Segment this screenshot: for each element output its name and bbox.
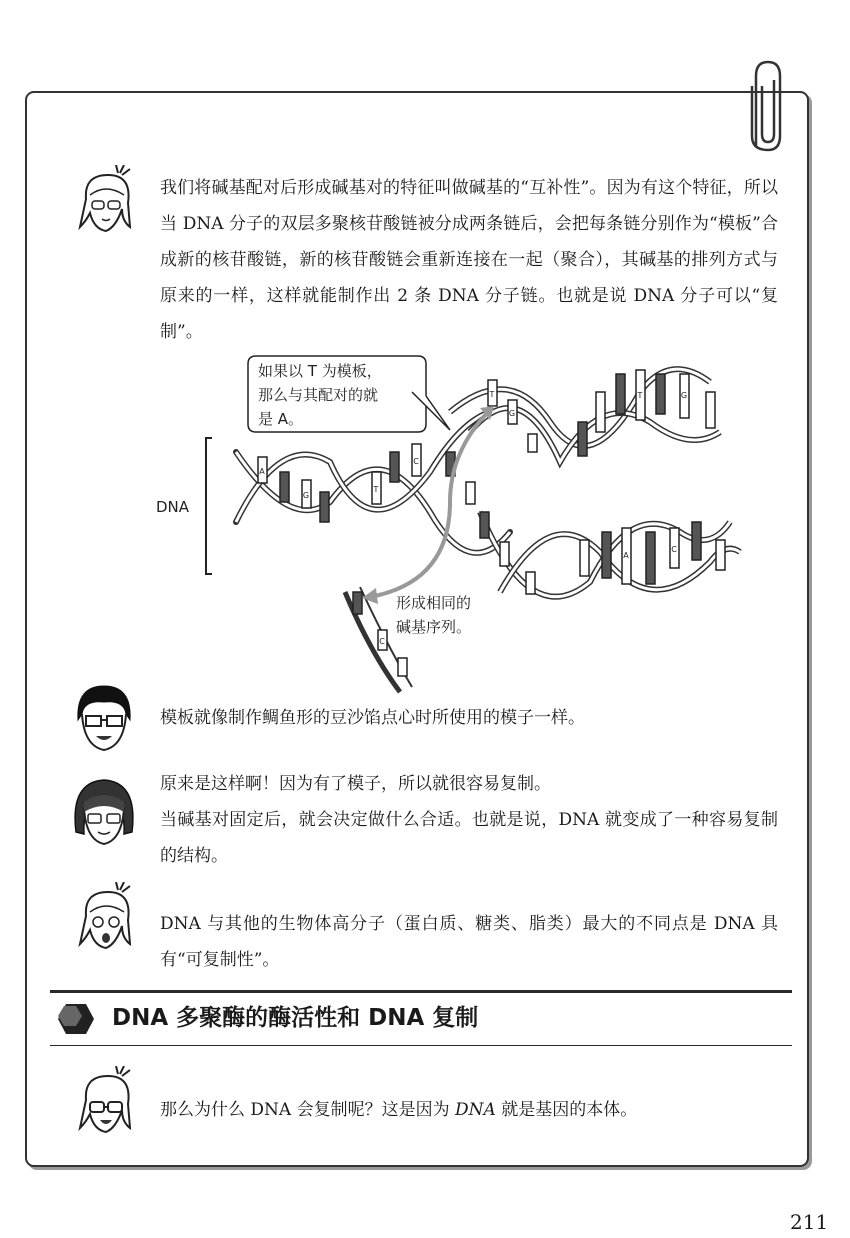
paragraph-easy-copy-1: 原来是这样啊！因为有了模子，所以就很容易复制。 [160,774,551,794]
base-letter: G [508,409,516,418]
hexagon-bullet-icon [56,1002,96,1036]
girl-avatar [72,1066,140,1146]
girl-avatar [72,165,140,245]
paragraph-template-analogy: 模板就像制作鲷鱼形的豆沙馅点心时所使用的模子一样。 [160,708,585,728]
note-line-2: 碱基序列。 [396,618,472,636]
callout-line-2: 那么与其配对的就 [258,386,379,404]
girl-dark-hair-avatar [70,772,138,852]
base-letter: G [680,391,688,400]
base-letter: T [637,391,643,400]
page-number: 211 [790,1210,829,1234]
paragraph-easy-copy-2: 当碱基对固定后，就会决定做什么合适。也就是说，DNA 就变成了一种容易复制的结构。 [160,810,778,866]
base-letter: T [373,485,379,494]
callout-line-3: 是 A。 [258,410,304,428]
paragraph-gene-body-em: DNA [455,1100,496,1120]
dna-replication-diagram [150,352,750,697]
section-title: DNA 多聚酶的酶活性和 DNA 复制 [112,1005,479,1031]
callout-line-1: 如果以 T 为模板， [258,362,382,380]
girl-avatar [72,882,140,962]
paragraph-gene-body-start: 那么为什么 DNA 会复制呢？这是因为 [160,1100,455,1120]
base-letter: C [413,457,419,466]
paragraph-gene-body-end: 就是基因的本体。 [495,1100,638,1120]
base-letter: A [623,551,629,560]
paragraph-complementarity: 我们将碱基配对后形成碱基对的特征叫做碱基的“互补性”。因为有这个特征，所以当 DNA 分子的双层多聚核苷酸链被分成两条链后，会把每条链分别作为“模板”合成新的核苷酸链，新的核苷酸链会重新连接在一起（聚合），其碱基的排列方式与原来的一样，这样就能制作出 2 条 DNA 分子链。也就是说 DNA 分子可以“复制”。 [160,178,778,342]
callout-box [248,356,450,432]
dna-bracket [206,438,212,574]
base-letter: T [489,390,495,399]
paragraph-replicability: DNA 与其他的生物体高分子（蛋白质、糖类、脂类）最大的不同点是 DNA 具有“可复制性”。 [160,914,778,970]
dna-label: DNA [156,498,190,516]
boy-avatar [70,680,138,760]
note-line-1: 形成相同的 [396,594,472,612]
base-letter: C [671,545,677,554]
base-letter: C [379,637,385,646]
paperclip-icon [738,56,788,156]
paragraph-gene-body [160,1092,778,1128]
base-letter: G [302,491,310,500]
base-letter: A [259,467,265,476]
